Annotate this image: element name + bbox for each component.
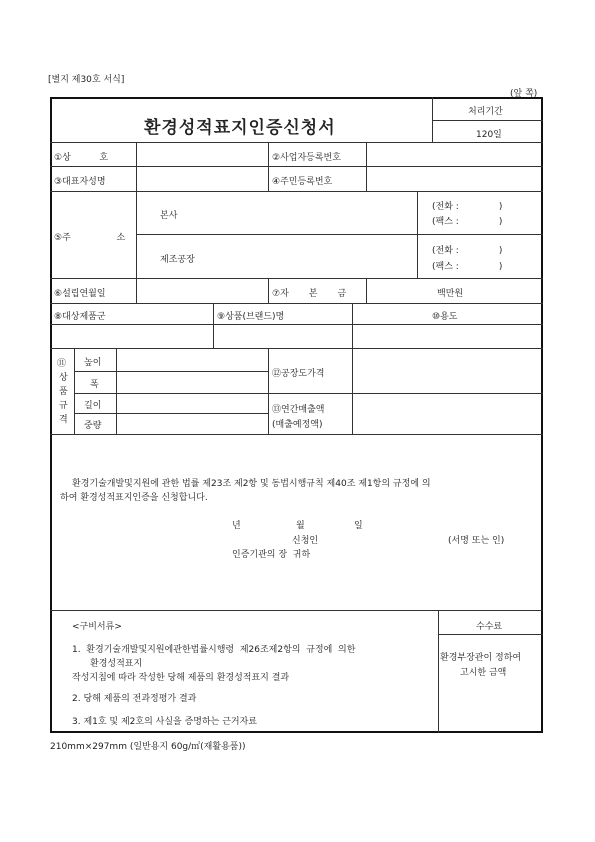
annual-sales-note: (매출예정액) [272,420,323,430]
date-year: 년 [232,521,241,531]
document-item-1-cont: 작성지침에 따라 작성한 당해 제품의 환경성적표지 결과 [72,673,290,683]
product-brand-label: ⑨상품(브랜드)명 [217,312,285,322]
divider [50,142,543,143]
divider [50,191,543,192]
paper-spec-footer: 210mm×297mm (일반용지 60g/㎡(재활용품)) [50,742,246,752]
resident-reg-label: ④주민등록번호 [272,177,333,187]
factory-label: 제조공장 [160,255,195,265]
divider [50,610,543,611]
company-name-label: ①상 호 [54,153,109,163]
form-number: [별지 제30호 서식] [48,75,125,85]
divider [352,303,353,348]
fee-value-line-1: 환경부장관이 정하여 [440,653,522,663]
divider [74,413,268,414]
applicant-label: 신청인 [292,536,319,546]
divider [438,610,439,733]
divider [116,348,117,434]
divider [438,634,543,635]
divider [74,371,268,372]
document-item-3: 3. 제1호 및 제2호의 사실을 증명하는 근거자료 [72,717,258,727]
divider [136,234,543,235]
divider [50,434,543,435]
divider [50,348,543,349]
spec-label-char: 규 [59,401,68,411]
recipient-label: 인증기관의 장 귀하 [232,550,311,560]
spec-width-label: 폭 [90,380,99,390]
annual-sales-label: ⑬연간매출액 [272,405,325,415]
divider [213,303,214,348]
divider [50,303,543,304]
established-label: ⑥설립연월일 [54,289,106,299]
divider [417,191,418,278]
spec-weight-label: 중량 [84,421,102,431]
factory-price-label: ⑫공장도가격 [272,369,325,379]
statement-line-2: 하여 환경성적표지인증을 신청합니다. [60,493,208,503]
capital-unit: 백만원 [437,289,464,299]
divider [74,393,543,394]
document-item-2: 2. 당해 제품의 전과정평가 결과 [72,694,197,704]
processing-period-value: 120일 [476,130,502,140]
spec-length-label: 길이 [84,401,102,411]
processing-period-label: 처리기간 [468,107,503,117]
usage-label: ⑩용도 [432,312,458,322]
divider [136,142,137,303]
business-reg-label: ②사업자등록번호 [272,153,341,163]
documents-heading: <구비서류> [72,622,122,632]
capital-label: ⑦자 본 금 [272,289,347,299]
address-label: ⑤주 소 [54,233,126,243]
divider [432,120,543,121]
divider [352,348,353,434]
spec-label-char: 상 [59,373,68,383]
divider [74,348,75,434]
representative-label: ③대표자성명 [54,177,106,187]
divider [432,97,433,142]
document-item-1-cont: 환경성적표지 [90,659,143,669]
fee-label: 수수료 [476,622,503,632]
form-title: 환경성적표지인증신청서 [144,118,336,138]
head-office-label: 본사 [160,211,178,221]
divider [366,278,367,303]
fee-value-line-2: 고시한 금액 [460,668,507,678]
document-item-1: 1. 환경기술개발및지원에관한법률시행령 제26조제2항의 규정에 의한 [72,645,356,655]
date-day: 일 [354,521,363,531]
head-office-phone: (전화 : ) [432,202,503,212]
application-form [50,97,543,733]
spec-label-char: 품 [59,387,68,397]
statement-line-1: 환경기술개발및지원에 관한 법률 제23조 제2항 및 동법시행규칙 제40조 제1항의 규정에 의 [72,479,431,489]
spec-number: ⑪ [57,359,67,369]
factory-fax: (팩스 : ) [432,262,503,272]
product-group-label: ⑧대상제품군 [54,312,106,322]
head-office-fax: (팩스 : ) [432,217,503,227]
divider [50,278,543,279]
spec-height-label: 높이 [84,358,102,368]
spec-label-char: 격 [59,415,68,425]
signature-label: (서명 또는 인) [448,536,505,546]
factory-phone: (전화 : ) [432,246,503,256]
divider [366,142,367,191]
page-side-label: (앞 쪽) [510,89,538,99]
divider [50,324,543,325]
date-month: 월 [296,521,305,531]
divider [50,166,543,167]
divider [268,348,269,434]
divider [268,142,269,191]
divider [268,278,269,303]
